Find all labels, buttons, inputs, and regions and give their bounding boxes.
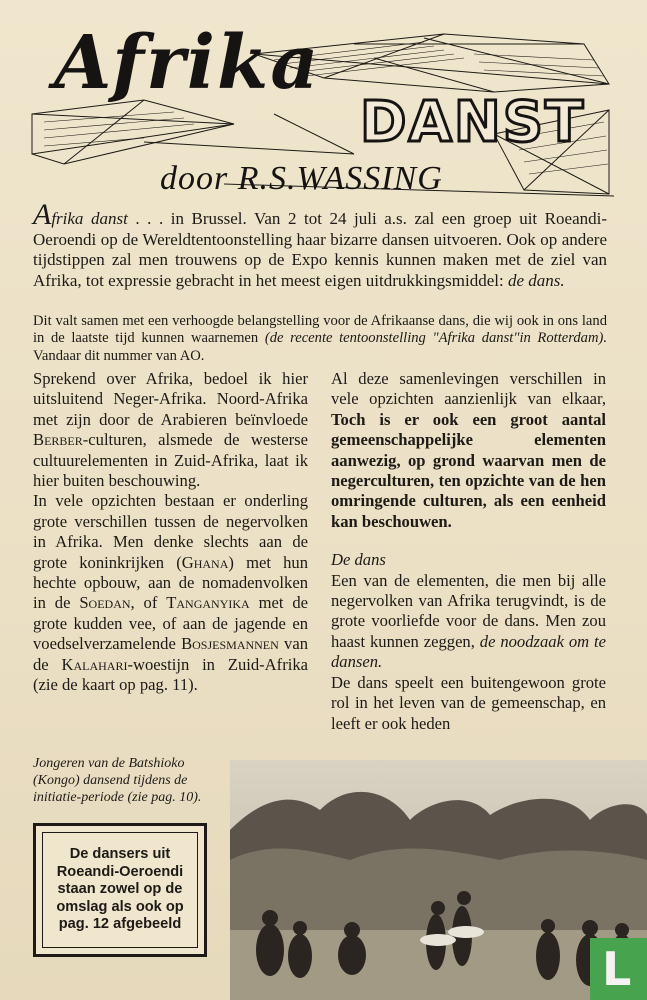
text: -woestijn in Zuid-Afrika (zie de kaart op pag. 11). <box>33 654 308 695</box>
intro2-end: Vandaar dit nummer van AO. <box>33 347 205 364</box>
text: van de <box>33 634 309 674</box>
text: , of <box>130 593 167 613</box>
photo-illustration <box>230 760 647 1000</box>
intro-end: de dans. <box>507 270 565 290</box>
text: Al deze samenlevingen verschillen in vele opzichten aanzienlijk van elkaar, <box>331 369 606 409</box>
intro-paragraph <box>33 198 607 291</box>
badge-letter: L <box>602 942 632 996</box>
text: Sprekend over Afrika, bedoel ik hier uitsluitend Neger-Afrika. Noord-Afrika met zijn door de Arabieren beïnvloede <box>33 369 308 429</box>
text-smallcaps: Tanganyika <box>166 593 250 613</box>
intro2-italic: (de recente tentoonstelling "Afrika danst"in Rotterdam). <box>264 330 608 347</box>
note-box <box>33 823 207 957</box>
left-paragraph-1 <box>33 369 308 491</box>
publisher-badge <box>590 938 647 1000</box>
intro2-start: Dit valt samen met een verhoogde belangstelling voor de Afrikaanse dans, die wij ook in ons land in de laatste tijd kunnen waarnemen <box>33 313 607 347</box>
dance-photo <box>230 760 647 1000</box>
text: met de grote kudden vee, of aan de jagende en voedselverzamelende <box>33 593 308 654</box>
title-danst: DANST <box>360 90 586 155</box>
drop-cap: A <box>33 198 52 231</box>
photo-caption: Jongeren van de Batshioko (Kongo) dansend tijdens de initiatie-periode (zie pag. 10). <box>33 756 202 805</box>
subheading-de-dans: De dans <box>331 550 386 570</box>
text: Een van de elementen, die men bij alle negervolken van Afrika terugvindt, is de grote voorliefde voor de dans. Men zou haast kunnen zeggen, <box>331 570 606 651</box>
text-smallcaps: Kalahari <box>61 654 128 674</box>
right-paragraph-3: De dans speelt een buitengewoon grote rol in het leven van de gemeenschap, en leeft er ook heden <box>331 672 606 733</box>
title-afrika: Afrika <box>54 20 321 106</box>
intro-text: . . . in Brussel. Van 2 tot 24 juli a.s. zal een groep uit Roeandi-Oeroendi op de Wereldtentoonstelling haar bizarre dansen uitvoeren. Ook op andere tijdstippen zal men trouwens op de Expo kennis kunnen maken met de ziel van Afrika, tot expressie gebracht in het meest eigen uitdrukkingsmiddel: <box>33 209 607 290</box>
article-header <box>24 14 620 204</box>
right-paragraph-2 <box>331 571 606 673</box>
author-byline: door R.S.WASSING <box>160 160 443 197</box>
text: -culturen, alsmede de westerse cultuurelementen in Zuid-Afrika, laat ik hier buiten beschouwing. <box>33 430 308 491</box>
text: ) met hun hechte opbouw, aan de nomadenvolken in de <box>33 552 308 613</box>
text: In vele opzichten bestaan er onderling grote verschillen tussen de negervolken in Afrika. Men denke slechts aan de grote koninkrijken ( <box>33 491 308 572</box>
text-smallcaps: Soedan <box>79 593 131 613</box>
intro-lead: frika danst <box>51 209 128 228</box>
text-smallcaps: Bosjesmannen <box>181 634 279 654</box>
right-paragraph-1 <box>331 369 606 532</box>
text-bold: Toch is er ook een groot aantal gemeenschappelijke elementen aanwezig, op grond waarvan men de negerculturen, ten opzichte van de hen omringende culturen, als een eenheid kan beschouwen. <box>331 409 606 531</box>
note-box-text: De dansers uit Roeandi-Oeroendi staan zowel op de omslag als ook op pag. 12 afgebeeld <box>42 832 198 948</box>
left-column <box>33 369 308 696</box>
intro-second-paragraph <box>33 313 607 365</box>
text-smallcaps: Berber <box>33 430 83 450</box>
right-column <box>331 369 606 734</box>
text-smallcaps: Ghana <box>181 552 229 572</box>
left-paragraph-2 <box>33 491 308 695</box>
text-italic: de noodzaak om te dansen. <box>331 631 606 672</box>
